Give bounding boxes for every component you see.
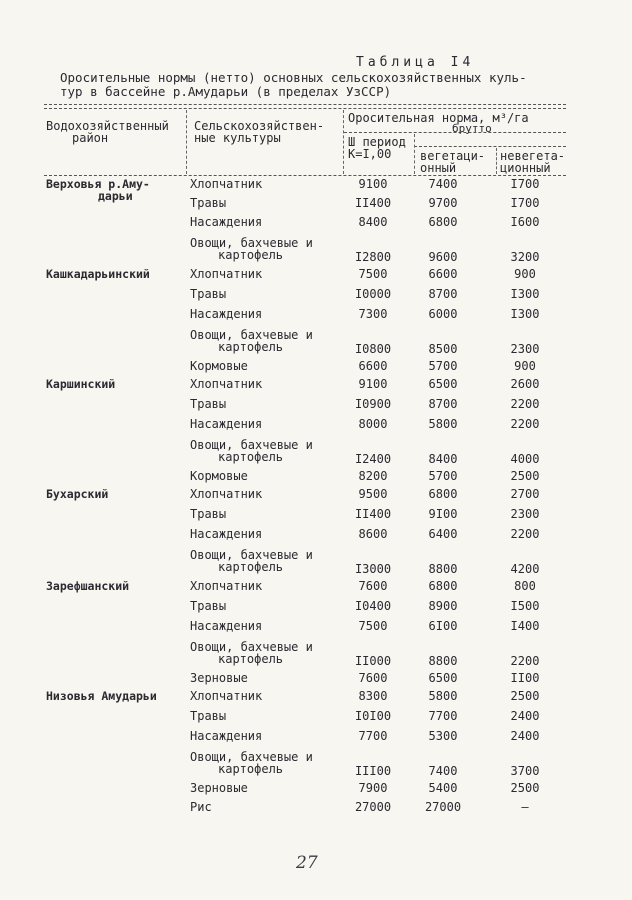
- value-veg: 6500: [428, 671, 458, 685]
- value-veg: 6800: [428, 579, 458, 593]
- value-period: I0000: [354, 287, 392, 301]
- value-period: II400: [354, 196, 392, 210]
- value-period: II000: [354, 654, 392, 668]
- value-veg: 9600: [428, 250, 458, 264]
- value-veg: 6400: [428, 527, 458, 541]
- value-nonveg: 4000: [510, 452, 540, 466]
- crop-name: Насаждения: [190, 527, 263, 541]
- value-veg: 8800: [428, 654, 458, 668]
- crop-name: Травы: [190, 507, 227, 521]
- value-veg: 5700: [428, 469, 458, 483]
- header-col-sep-2: [343, 110, 344, 174]
- header-col-sep-1: [186, 110, 187, 174]
- value-nonveg: I300: [510, 287, 540, 301]
- value-period: 7300: [358, 307, 388, 321]
- value-period: 27000: [354, 800, 392, 814]
- value-period: 9100: [358, 377, 388, 391]
- value-nonveg: 4200: [510, 562, 540, 576]
- value-veg: 5300: [428, 729, 458, 743]
- header-crop-l1: Сельскохозяйствен-: [194, 119, 325, 133]
- value-period: I2400: [354, 452, 392, 466]
- region-name: Кашкадарьинский: [46, 267, 150, 281]
- value-nonveg: I400: [510, 619, 540, 633]
- header-period-l1: Ш период: [348, 135, 406, 149]
- crop-name: Кормовые: [190, 469, 248, 483]
- value-period: 7700: [358, 729, 388, 743]
- crop-name: Овощи, бахчевые и: [190, 328, 313, 342]
- header-region-l1: Водохозяйственный: [46, 119, 169, 133]
- crop-name: Травы: [190, 287, 227, 301]
- value-nonveg: –: [521, 800, 529, 814]
- value-period: 8000: [358, 417, 388, 431]
- value-veg: 8700: [428, 397, 458, 411]
- value-period: 8300: [358, 689, 388, 703]
- region-name: Бухарский: [46, 487, 109, 501]
- crop-name: Зерновые: [190, 671, 248, 685]
- value-nonveg: 2400: [510, 709, 540, 723]
- value-veg: 8400: [428, 452, 458, 466]
- value-veg: 7700: [428, 709, 458, 723]
- value-nonveg: I600: [510, 215, 540, 229]
- value-veg: 8800: [428, 562, 458, 576]
- crop-name: картофель: [218, 560, 284, 574]
- value-veg: 8900: [428, 599, 458, 613]
- crop-name: Овощи, бахчевые и: [190, 640, 313, 654]
- crop-name: Насаждения: [190, 417, 263, 431]
- value-nonveg: 800: [514, 579, 536, 593]
- header-bottom-rule: [44, 175, 566, 176]
- header-nonveg-l1: невегета-: [500, 149, 566, 163]
- value-nonveg: 2700: [510, 487, 540, 501]
- value-nonveg: 2200: [510, 527, 540, 541]
- crop-name: картофель: [218, 652, 284, 666]
- value-period: 8400: [358, 215, 388, 229]
- value-period: II400: [354, 507, 392, 521]
- value-period: I3000: [354, 562, 392, 576]
- value-period: 7500: [358, 267, 388, 281]
- crop-name: Насаждения: [190, 215, 263, 229]
- header-nonveg-l2: ционный: [500, 161, 551, 175]
- header-top-rule: [44, 104, 566, 105]
- value-veg: 9I00: [428, 507, 458, 521]
- value-veg: 27000: [424, 800, 462, 814]
- value-period: I2800: [354, 250, 392, 264]
- value-veg: 6800: [428, 215, 458, 229]
- value-nonveg: I700: [510, 177, 540, 191]
- value-period: 7600: [358, 671, 388, 685]
- value-period: 8200: [358, 469, 388, 483]
- value-veg: 7400: [428, 177, 458, 191]
- value-veg: 7400: [428, 764, 458, 778]
- value-nonveg: 2300: [510, 342, 540, 356]
- crop-name: Хлопчатник: [190, 377, 263, 391]
- crop-name: Хлопчатник: [190, 689, 263, 703]
- value-nonveg: 2300: [510, 507, 540, 521]
- page-number: 27: [296, 853, 318, 873]
- value-period: 8600: [358, 527, 388, 541]
- value-nonveg: 2200: [510, 417, 540, 431]
- crop-name: Овощи, бахчевые и: [190, 438, 313, 452]
- value-veg: 5700: [428, 359, 458, 373]
- value-veg: 6600: [428, 267, 458, 281]
- table-title-line-1: Оросительные нормы (нетто) основных сельскохозяйственных куль-: [60, 70, 527, 85]
- crop-name: картофель: [218, 450, 284, 464]
- crop-name: Хлопчатник: [190, 579, 263, 593]
- crop-name: Насаждения: [190, 307, 263, 321]
- crop-name: Травы: [190, 599, 227, 613]
- value-veg: 5800: [428, 417, 458, 431]
- header-veg-l1: вегетаци-: [420, 149, 486, 163]
- value-nonveg: 2600: [510, 377, 540, 391]
- header-col-sep-4: [496, 148, 497, 174]
- value-nonveg: 900: [514, 359, 536, 373]
- value-nonveg: I500: [510, 599, 540, 613]
- header-crop-l2: ные культуры: [194, 131, 281, 145]
- value-nonveg: I300: [510, 307, 540, 321]
- crop-name: Овощи, бахчевые и: [190, 548, 313, 562]
- value-period: 6600: [358, 359, 388, 373]
- crop-name: Травы: [190, 397, 227, 411]
- value-veg: 5800: [428, 689, 458, 703]
- header-top-rule-2: [44, 108, 566, 109]
- value-nonveg: II00: [510, 671, 540, 685]
- value-nonveg: 3700: [510, 764, 540, 778]
- crop-name: Зерновые: [190, 781, 248, 795]
- crop-name: Овощи, бахчевые и: [190, 236, 313, 250]
- value-nonveg: 2500: [510, 689, 540, 703]
- value-nonveg: I700: [510, 196, 540, 210]
- value-period: 7600: [358, 579, 388, 593]
- value-veg: 6800: [428, 487, 458, 501]
- value-veg: 6500: [428, 377, 458, 391]
- value-period: I0I00: [354, 709, 392, 723]
- region-name: дарьи: [98, 189, 133, 203]
- value-nonveg: 2200: [510, 397, 540, 411]
- crop-name: картофель: [218, 248, 284, 262]
- crop-name: картофель: [218, 762, 284, 776]
- region-name: Зарефшанский: [46, 579, 130, 593]
- value-veg: 6I00: [428, 619, 458, 633]
- value-nonveg: 2400: [510, 729, 540, 743]
- value-period: I0900: [354, 397, 392, 411]
- value-period: III00: [354, 764, 392, 778]
- value-veg: 5400: [428, 781, 458, 795]
- crop-name: Травы: [190, 709, 227, 723]
- crop-name: Кормовые: [190, 359, 248, 373]
- value-veg: 8500: [428, 342, 458, 356]
- value-nonveg: 3200: [510, 250, 540, 264]
- value-period: 7900: [358, 781, 388, 795]
- header-col-sep-3: [414, 134, 415, 174]
- value-nonveg: 2200: [510, 654, 540, 668]
- header-norm: Оросительная норма, м³/га: [348, 111, 529, 125]
- crop-name: Насаждения: [190, 729, 263, 743]
- crop-name: Травы: [190, 196, 227, 210]
- header-period-l2: К=I,00: [348, 147, 392, 161]
- region-name: Низовья Амударьи: [46, 689, 157, 703]
- header-brutto: брутто: [452, 122, 492, 135]
- value-veg: 6000: [428, 307, 458, 321]
- crop-name: Хлопчатник: [190, 177, 263, 191]
- header-veg-l2: онный: [420, 161, 457, 175]
- header-sub-rule: [414, 146, 566, 147]
- value-veg: 8700: [428, 287, 458, 301]
- crop-name: Овощи, бахчевые и: [190, 750, 313, 764]
- crop-name: Насаждения: [190, 619, 263, 633]
- header-region-l2: район: [72, 131, 109, 145]
- value-nonveg: 2500: [510, 781, 540, 795]
- table-title-line-2: тур в бассейне р.Амударьи (в пределах УзССР): [60, 84, 392, 99]
- table-caption: Таблица I4: [356, 55, 475, 70]
- value-period: 9500: [358, 487, 388, 501]
- crop-name: картофель: [218, 340, 284, 354]
- value-nonveg: 2500: [510, 469, 540, 483]
- value-nonveg: 900: [514, 267, 536, 281]
- crop-name: Хлопчатник: [190, 487, 263, 501]
- value-veg: 9700: [428, 196, 458, 210]
- value-period: 9100: [358, 177, 388, 191]
- region-name: Каршинский: [46, 377, 116, 391]
- value-period: 7500: [358, 619, 388, 633]
- region-name: Верховья р.Аму-: [46, 177, 150, 191]
- value-period: I0800: [354, 342, 392, 356]
- crop-name: Рис: [190, 800, 212, 814]
- value-period: I0400: [354, 599, 392, 613]
- crop-name: Хлопчатник: [190, 267, 263, 281]
